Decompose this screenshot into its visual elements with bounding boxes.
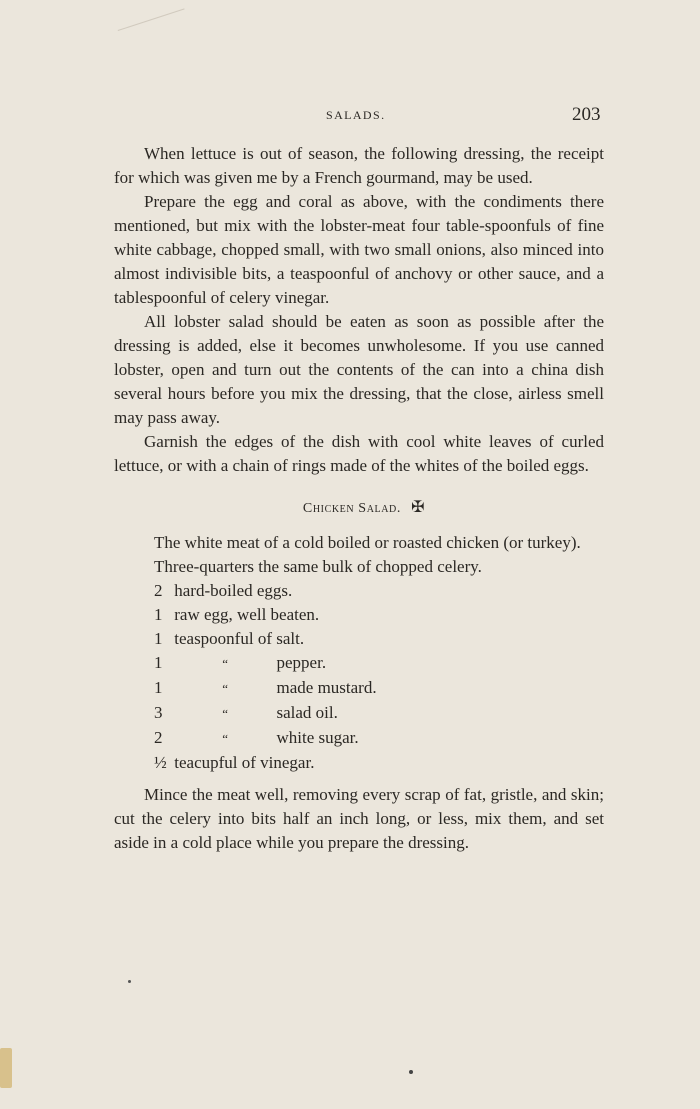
recipe-method (114, 783, 604, 855)
ingredient-quantity: 1 (154, 653, 163, 672)
ditto-mark (174, 702, 272, 726)
ingredient-quantity: 1 (154, 605, 163, 624)
ingredient-text: salad oil. (276, 703, 338, 722)
page-corner-crease (108, 0, 184, 31)
ingredient-text: Three-quarters the same bulk of chopped celery. (154, 557, 482, 576)
recipe-title: Chicken Salad. (302, 501, 401, 516)
paragraph: Prepare the egg and coral as above, with the condiments there mentioned, but mix with the lobster-meat four table-spoonfuls of fine white cabbage, chopped small, with two small onions, also minced into almost indivisible bits, a teaspoonful of anchovy or other sauce, and a tablespoonful of celery vinegar. (114, 192, 604, 307)
ingredient-quantity: 2 (154, 728, 163, 747)
ditto-mark-glyph: “ (222, 681, 229, 696)
ingredient-quantity: 3 (154, 703, 163, 722)
ingredient-text: white sugar. (276, 728, 359, 747)
ingredient-text: made mustard. (276, 678, 377, 697)
page-stain (0, 1048, 12, 1088)
ditto-mark (174, 652, 272, 676)
ingredient-text: teaspoonful of salt. (174, 629, 305, 648)
ingredient-item (154, 603, 604, 627)
ditto-mark (174, 677, 272, 701)
paragraph: Garnish the edges of the dish with cool white leaves of curled lettuce, or with a chain of rings made of the whites of the boiled eggs. (114, 432, 604, 475)
ingredient-text: The white meat of a cold boiled or roasted chicken (or turkey). (154, 533, 581, 552)
ingredient-list (114, 531, 604, 775)
paragraph: All lobster salad should be eaten as soon as possible after the dressing is added, else it becomes unwholesome. If you use canned lobster, open and turn out the contents of the can into a china dish several hours before you mix the dressing, that the close, airless smell may pass away. (114, 312, 604, 427)
page-number: 203 (572, 104, 601, 125)
ingredient-text: pepper. (276, 653, 327, 672)
ingredient-item (154, 627, 604, 651)
ingredient-item (154, 651, 604, 676)
ingredient-item (154, 676, 604, 701)
ingredient-quantity: 1 (154, 678, 163, 697)
ingredient-quantity: 2 (154, 581, 163, 600)
running-head: SALADS. (326, 108, 386, 122)
ingredient-quantity: 1 (154, 629, 163, 648)
ditto-mark-glyph: “ (222, 656, 229, 671)
ink-speck (128, 980, 131, 983)
ditto-mark (174, 727, 272, 751)
ingredient-item (154, 531, 604, 555)
recipe-heading (114, 496, 604, 521)
ingredient-item (154, 701, 604, 726)
ditto-mark-glyph: “ (222, 731, 229, 746)
page-body (114, 142, 604, 855)
ingredient-quantity: ½ (154, 753, 167, 772)
ingredient-text: raw egg, well beaten. (174, 605, 320, 624)
ingredient-item (154, 751, 604, 775)
ditto-mark-glyph: “ (222, 706, 229, 721)
ingredient-item (154, 555, 604, 579)
ingredient-item (154, 726, 604, 751)
ink-speck (409, 1070, 413, 1074)
body-paragraphs (114, 142, 604, 478)
cross-mark-icon: ✠ (411, 499, 426, 516)
ingredient-item (154, 579, 604, 603)
ingredient-text: teacupful of vinegar. (174, 753, 315, 772)
ingredient-text: hard-boiled eggs. (174, 581, 293, 600)
paragraph: When lettuce is out of season, the following dressing, the receipt for which was given me by a French gourmand, may be used. (114, 144, 604, 187)
method-paragraph: Mince the meat well, removing every scrap of fat, gristle, and skin; cut the celery into bits half an inch long, or less, mix them, and set aside in a cold place while you prepare the dressing. (114, 785, 604, 852)
page-header (0, 104, 700, 128)
